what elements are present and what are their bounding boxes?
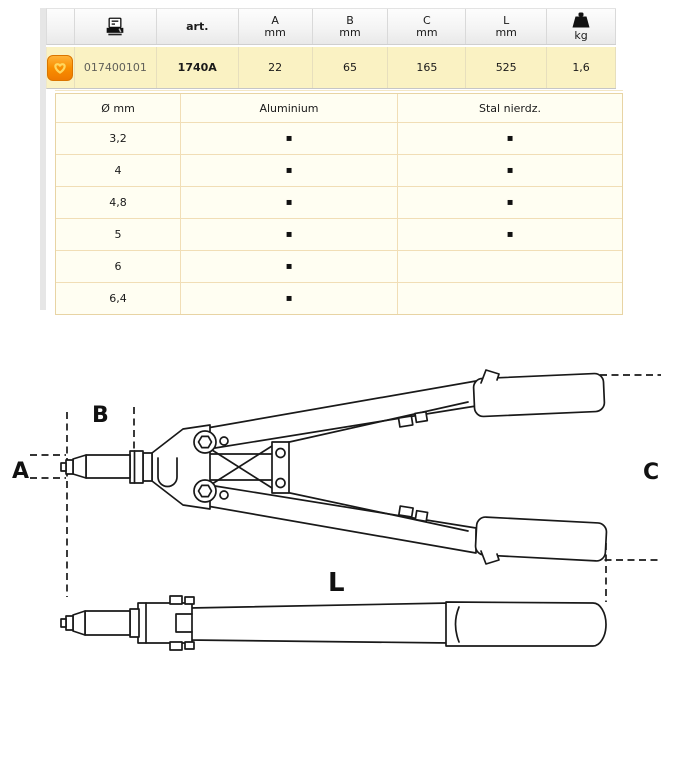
diameter-table-header <box>56 94 622 122</box>
diameter-value: 5 <box>56 219 181 250</box>
col-header-steel: Stal nierdz. <box>479 101 541 115</box>
dim-label-b: B <box>92 403 109 428</box>
aluminium-dot: ▪ <box>181 219 398 250</box>
dim-label-a: A <box>12 459 30 484</box>
aluminium-dot: ▪ <box>181 251 398 282</box>
header-cell-l: L mm <box>466 9 547 44</box>
tool-open-view <box>61 370 607 564</box>
cell-a: 22 <box>239 47 313 88</box>
diameter-value: 4 <box>56 155 181 186</box>
technical-drawing <box>0 350 688 690</box>
header-cell-print <box>75 9 157 44</box>
cell-favorite <box>47 47 75 88</box>
aluminium-dot: ▪ <box>181 155 398 186</box>
tool-closed-view <box>61 596 606 650</box>
diameter-value: 4,8 <box>56 187 181 218</box>
aluminium-dot: ▪ <box>181 187 398 218</box>
diameter-value: 3,2 <box>56 123 181 154</box>
diameter-table <box>55 93 623 315</box>
col-header-diameter: Ø mm <box>56 94 181 122</box>
header-cell-empty <box>47 9 75 44</box>
aluminium-dot: ▪ <box>181 283 398 314</box>
weight-icon <box>570 12 592 29</box>
product-table-header <box>46 8 616 45</box>
header-cell-b: B mm <box>313 9 389 44</box>
product-table <box>46 8 616 89</box>
cell-art: 1740A <box>157 47 239 88</box>
printer-icon[interactable] <box>103 17 127 37</box>
product-row <box>46 47 616 89</box>
header-cell-kg: kg <box>547 9 616 44</box>
header-cell-art: art. <box>157 9 239 44</box>
steel-dot: ▪ <box>506 228 514 240</box>
dim-label-c: C <box>643 460 660 485</box>
dim-label-l: L <box>328 568 345 598</box>
diameter-value: 6,4 <box>56 283 181 314</box>
diameter-row <box>56 250 622 282</box>
diameter-row <box>56 282 622 314</box>
diameter-row <box>56 186 622 218</box>
header-cell-a: A mm <box>239 9 313 44</box>
steel-dot <box>398 251 622 282</box>
header-cell-c: C mm <box>388 9 466 44</box>
diameter-row <box>56 122 622 154</box>
aluminium-dot: ▪ <box>181 123 398 154</box>
diameter-row <box>56 218 622 250</box>
cell-l: 525 <box>466 47 547 88</box>
col-header-aluminium: Aluminium <box>181 94 398 122</box>
diameter-row <box>56 154 622 186</box>
steel-dot <box>398 283 622 314</box>
diameter-value: 6 <box>56 251 181 282</box>
favorite-heart-icon[interactable] <box>47 55 73 81</box>
steel-dot: ▪ <box>506 132 514 144</box>
cell-kg: 1,6 <box>547 47 616 88</box>
cell-code: 017400101 <box>75 47 157 88</box>
steel-dot: ▪ <box>506 164 514 176</box>
subtable-top-hairline <box>55 90 623 91</box>
steel-dot: ▪ <box>506 196 514 208</box>
cell-c: 165 <box>388 47 466 88</box>
cell-b: 65 <box>313 47 389 88</box>
